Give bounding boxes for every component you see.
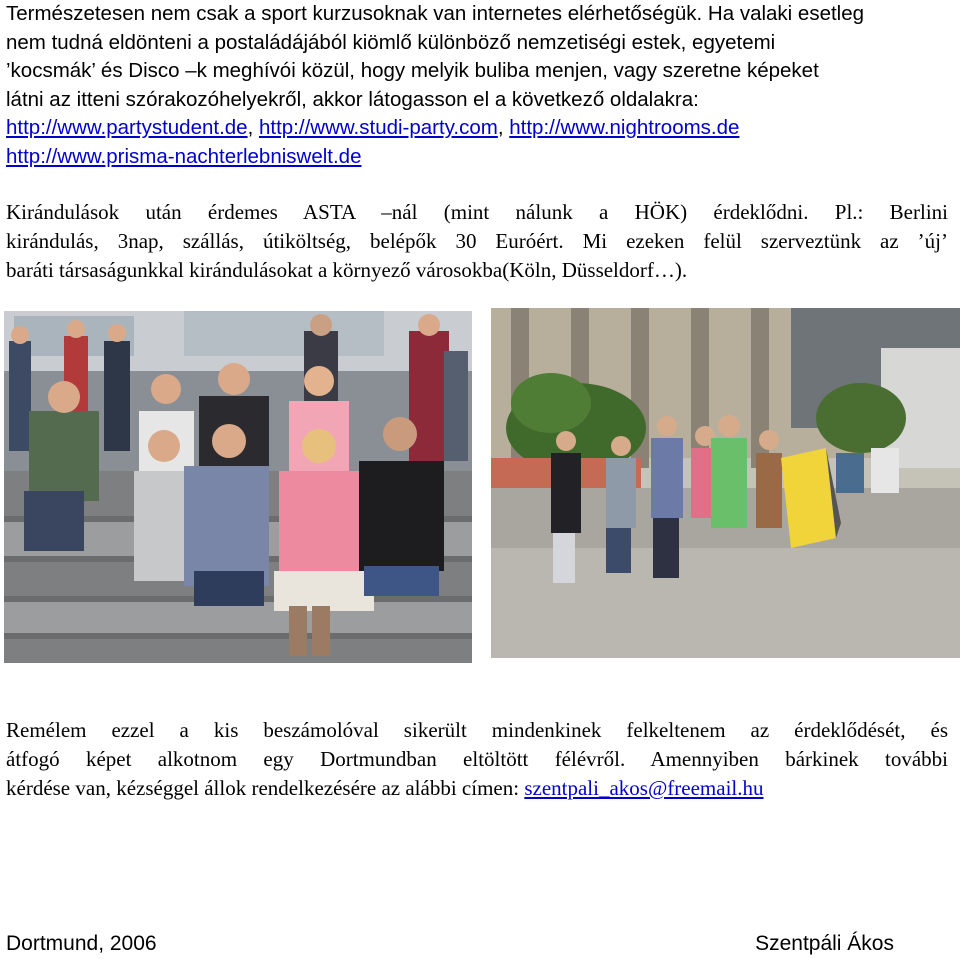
excursions-line-3: baráti társaságunkkal kirándulásokat a környező városokba(Köln, Düsseldorf…). (6, 258, 688, 282)
closing-line-3 (6, 774, 948, 803)
intro-line-4: látni az itteni szórakozóhelyekről, akkor látogasson el a következő oldalakra: (6, 87, 699, 111)
closing-line-1: Remélem ezzel a kis beszámolóval sikerült mindenkinek felkeltenem az érdeklődését, és (6, 718, 948, 742)
link-nightrooms[interactable]: http://www.nightrooms.de (509, 116, 740, 139)
excursions-line-2: kirándulás, 3nap, szállás, útiköltség, belépők 30 Euróért. Mi ezeken felül szerveztünk az ’új’ (6, 229, 948, 253)
closing-line-3-text: kérdése van, kézséggel állok rendelkezésére az alábbi címen: (6, 776, 525, 800)
link-studi-party[interactable]: http://www.studi-party.com (258, 116, 498, 139)
links-line-2 (6, 143, 951, 172)
excursions-line-1: Kirándulások után érdemes ASTA –nál (mint nálunk a HÖK) érdeklődni. Pl.: Berlini (6, 200, 948, 224)
closing-paragraph (6, 716, 948, 803)
links-line-1 (6, 114, 951, 143)
closing-line-2: átfogó képet alkotnom egy Dortmundban eltöltött félévről. Amennyiben bárkinek további (6, 747, 948, 771)
link-separator: , (497, 116, 510, 139)
intro-line-2: nem tudná eldönteni a postaládájából kiömlő különböző nemzetiségi estek, egyetemi (6, 30, 776, 54)
city-square-photo (491, 308, 960, 658)
link-separator: , (247, 116, 259, 139)
intro-line-3: ’kocsmák’ és Disco –k meghívói közül, hogy melyik buliba menjen, vagy szeretne képeket (6, 59, 819, 82)
footer (6, 932, 894, 956)
author-name: Szentpáli Ákos (755, 932, 894, 955)
place-date: Dortmund, 2006 (6, 932, 157, 955)
intro-line-1: Természetesen nem csak a sport kurzusoknak van internetes elérhetőségük. Ha valaki esetleg (6, 2, 865, 25)
link-prisma[interactable]: http://www.prisma-nachterlebniswelt.de (6, 144, 362, 168)
excursions-paragraph (6, 198, 948, 285)
link-partystudent[interactable]: http://www.partystudent.de (6, 116, 248, 139)
intro-paragraph (6, 0, 951, 171)
group-photo-stairs (4, 311, 472, 663)
email-link[interactable]: szentpali_akos@freemail.hu (524, 776, 764, 800)
